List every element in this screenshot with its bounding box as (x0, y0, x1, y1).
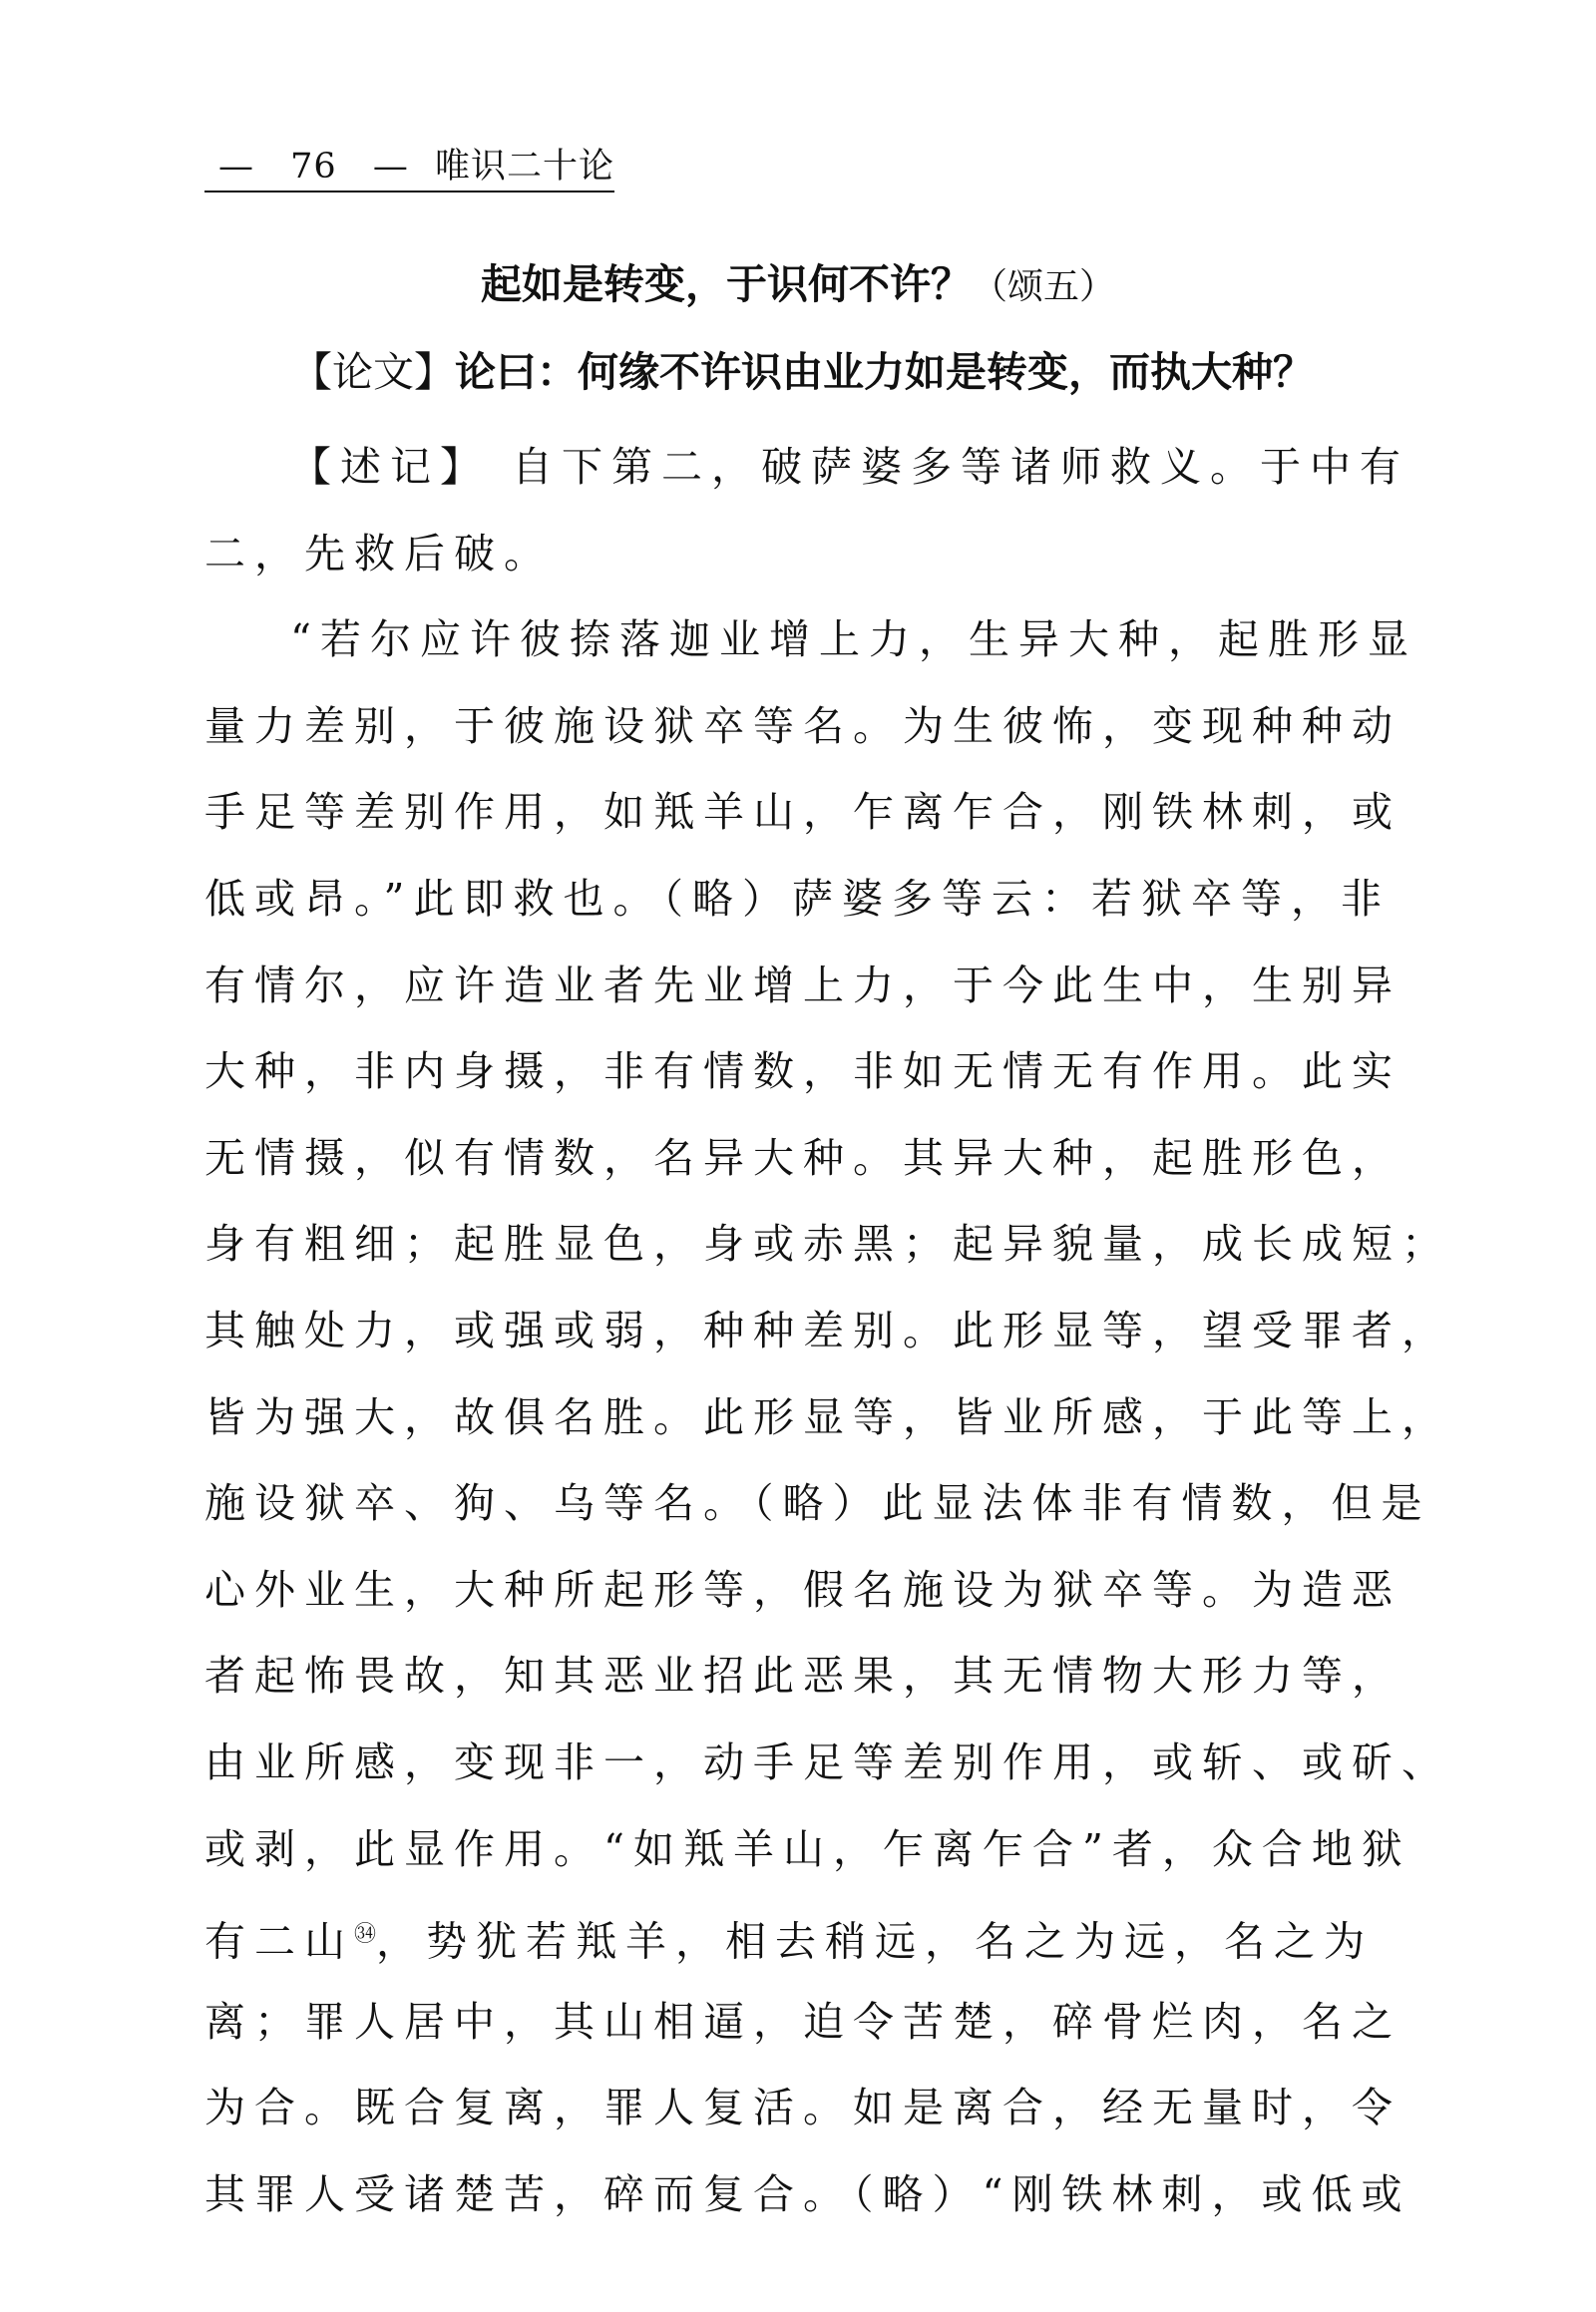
text-line: 施设狱卒、狗、乌等名。（略）此显法体非有情数，但是 (204, 1479, 1431, 1528)
text-line: 离；罪人居中，其山相逼，迫令苦楚，碎骨烂肉，名之 (204, 1997, 1401, 2046)
header-rule (204, 191, 614, 193)
text-line: 或剥，此显作用。“如羝羊山，乍离乍合”者，众合地狱 (204, 1824, 1411, 1873)
text-line: 低或昂。”此即救也。（略）萨婆多等云：若狱卒等，非 (204, 874, 1391, 923)
shuji-tag: 【述记】 (290, 443, 490, 491)
text-line: 者起怖畏故，知其恶业招此恶果，其无情物大形力等， (204, 1652, 1401, 1701)
shuji-body (204, 424, 1451, 2237)
text-line: 皆为强大，故俱名胜。此形显等，皆业所感，于此等上， (204, 1392, 1451, 1441)
page-number: 76 (290, 147, 337, 187)
line-text: 自下第二，破萨婆多等诸师救义。于中有 (512, 443, 1410, 491)
header-dash-left: — (218, 147, 254, 187)
running-header (204, 145, 614, 189)
text-line: 身有粗细；起胜显色，身或赤黑；起异貌量，成长成短； (204, 1220, 1451, 1269)
text-line: 无情摄，似有情数，名异大种。其异大种，起胜形色， (204, 1133, 1401, 1182)
lunwen-text: 论曰：何缘不许识由业力如是转变，而执大种？ (455, 348, 1314, 396)
verse-heading (0, 254, 1596, 317)
footnote-ref[interactable]: ㉞ (354, 1922, 377, 1948)
text-line: 由业所感，变现非一，动手足等差别作用，或斩、或斫、 (204, 1737, 1451, 1786)
text-line: “若尔应许彼捺落迦业增上力，生异大种，起胜形显 (290, 615, 1417, 664)
header-dash-right: — (372, 147, 409, 187)
line-text: ，势犹若羝羊，相去稍远，名之为远，名之为 (376, 1917, 1375, 1966)
book-title: 唯识二十论 (434, 147, 614, 187)
text-line (204, 424, 1431, 511)
text-line: 手足等差别作用，如羝羊山，乍离乍合，刚铁林刺，或 (204, 788, 1401, 837)
text-line (204, 1892, 1431, 1979)
text-line: 二，先救后破。 (204, 529, 554, 578)
verse-text: 起如是转变，于识何不许？ (480, 260, 972, 308)
text-line: 大种，非内身摄，非有情数，非如无情无有作用。此实 (204, 1047, 1401, 1096)
text-line: 其罪人受诸楚苦，碎而复合。（略）“刚铁林刺，或低或 (204, 2169, 1411, 2218)
text-line: 心外业生，大种所起形等，假名施设为狱卒等。为造恶 (204, 1565, 1401, 1614)
lunwen-tag: 【论文】 (291, 348, 455, 396)
line-text: 有二山 (204, 1917, 354, 1966)
lunwen-paragraph (291, 342, 1314, 402)
text-line: 其触处力，或强或弱，种种差别。此形显等，望受罪者， (204, 1306, 1451, 1354)
text-line: 为合。既合复离，罪人复活。如是离合，经无量时，令 (204, 2084, 1401, 2132)
text-line: 有情尔，应许造业者先业增上力，于今此生中，生别异 (204, 961, 1401, 1009)
verse-note: （颂五） (971, 266, 1115, 307)
text-line: 量力差别，于彼施设狱卒等名。为生彼怖，变现种种动 (204, 701, 1401, 750)
